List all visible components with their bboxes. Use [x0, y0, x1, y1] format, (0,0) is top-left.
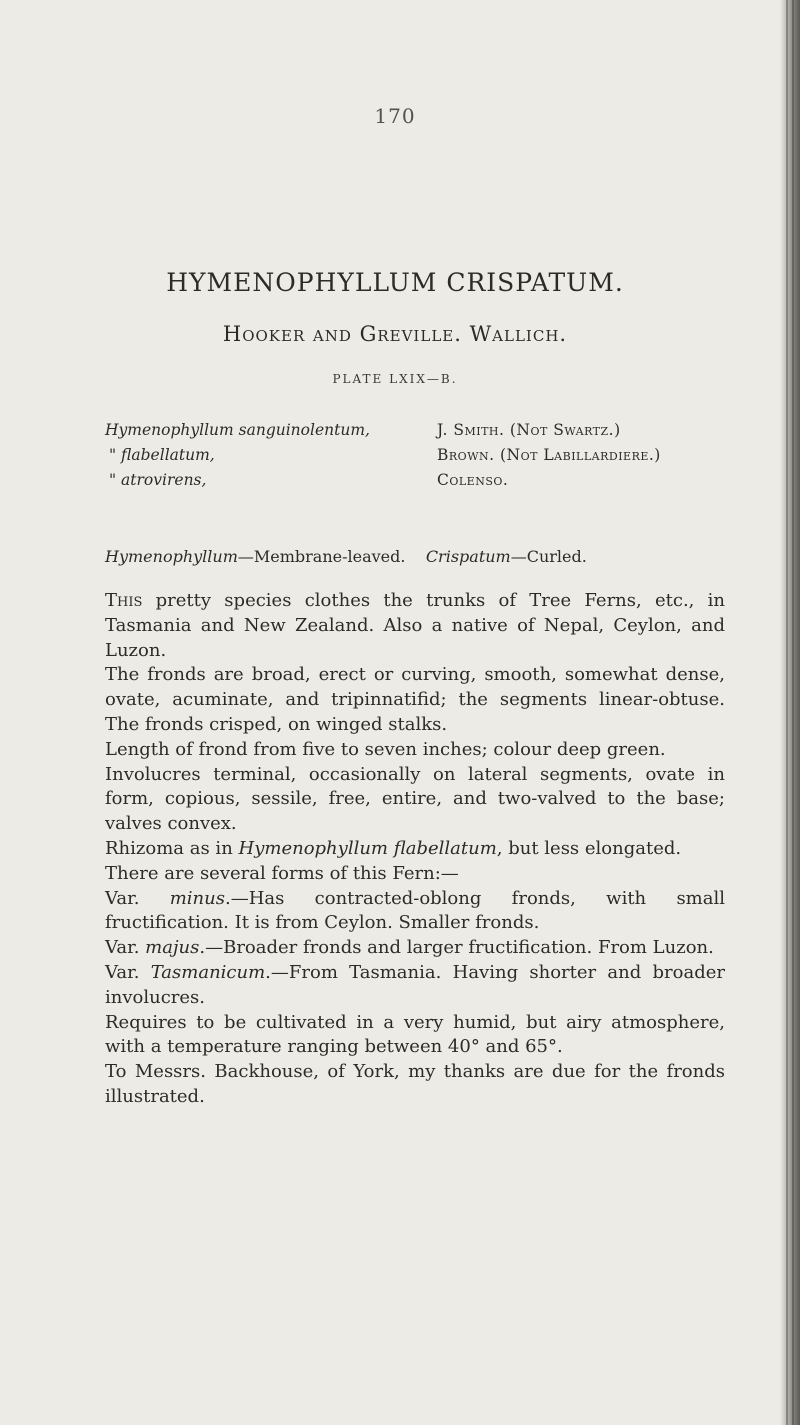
paragraph-text: pretty species clothes the trunks of Tree Ferns, etc., in Tasmania and New Zealand. Also a native of Nepal, Ceylon, and Luzon. — [105, 590, 725, 661]
species-meaning: —Curled. — [510, 547, 587, 566]
synonym-names — [105, 418, 370, 493]
synonym-name: Hymenophyllum sanguinolentum, — [105, 421, 370, 439]
paragraph — [105, 887, 725, 937]
paragraph-text: Var. — [105, 887, 170, 909]
paragraph: Length of frond from five to seven inches; colour deep green. — [105, 738, 666, 760]
paragraph-text: , but less elongated. — [496, 837, 682, 859]
paragraph-text: .—Has contracted-oblong fronds, with small fructification. It is from Ceylon. Smaller fronds. — [105, 887, 725, 934]
page-edge-shadow — [780, 0, 800, 1425]
synonym-authority: Brown. (Not Labillardiere.) — [437, 446, 661, 464]
paragraph — [105, 589, 725, 663]
species-name: Crispatum — [425, 547, 511, 566]
paragraph: There are several forms of this Fern:— — [105, 862, 459, 884]
paragraph — [105, 837, 725, 862]
synonym-authorities — [437, 418, 661, 493]
page-edge-line — [792, 0, 794, 1425]
paragraph: The fronds are broad, erect or curving, smooth, somewhat dense, ovate, acuminate, and tripinnatifid; the segments linear-obtuse. The fronds crisped, on winged stalks. — [105, 664, 725, 735]
paragraph-text: Var. — [105, 961, 151, 983]
species-reference: Hymenophyllum flabellatum — [238, 837, 497, 859]
page-number: 170 — [374, 104, 416, 128]
paragraph — [105, 936, 725, 961]
paragraph-text: .—Broader fronds and larger fructification. From Luzon. — [199, 937, 714, 959]
paragraph-text: .—From Tasmania. Having shorter and broader involucres. — [105, 961, 725, 1008]
synonym-name: " flabellatum, — [109, 446, 215, 464]
variety-name: minus — [169, 887, 225, 909]
paragraph — [105, 961, 725, 1011]
paragraph: Involucres terminal, occasionally on lateral segments, ovate in form, copious, sessile, free, entire, and two-valved to the base; valves convex. — [105, 763, 725, 835]
synonym-name: " atrovirens, — [109, 471, 207, 489]
genus-name: Hymenophyllum — [105, 547, 238, 566]
paragraph-text: Rhizoma as in — [105, 837, 239, 859]
variety-name: majus — [145, 937, 200, 959]
variety-name: Tasmanicum — [150, 961, 266, 983]
authors-line: Hooker and Greville. Wallich. — [222, 322, 568, 346]
paragraph-text: Var. — [105, 937, 146, 959]
description-body — [105, 589, 725, 1110]
name-meaning-line — [105, 547, 705, 566]
page-title: HYMENOPHYLLUM CRISPATUM. — [166, 268, 624, 297]
synonym-authority: J. Smith. (Not Swartz.) — [437, 421, 621, 439]
genus-meaning: —Membrane-leaved. — [237, 547, 406, 566]
page-edge-line — [786, 0, 788, 1425]
paragraph: To Messrs. Backhouse, of York, my thanks are due for the fronds illustrated. — [105, 1061, 725, 1107]
plate-label: PLATE LXIX—B. — [332, 372, 458, 386]
paragraph: Requires to be cultivated in a very humid, but airy atmosphere, with a temperature ranging between 40° and 65°. — [105, 1011, 725, 1058]
paragraph-lead-word: This — [105, 590, 143, 611]
synonym-authority: Colenso. — [437, 471, 509, 489]
